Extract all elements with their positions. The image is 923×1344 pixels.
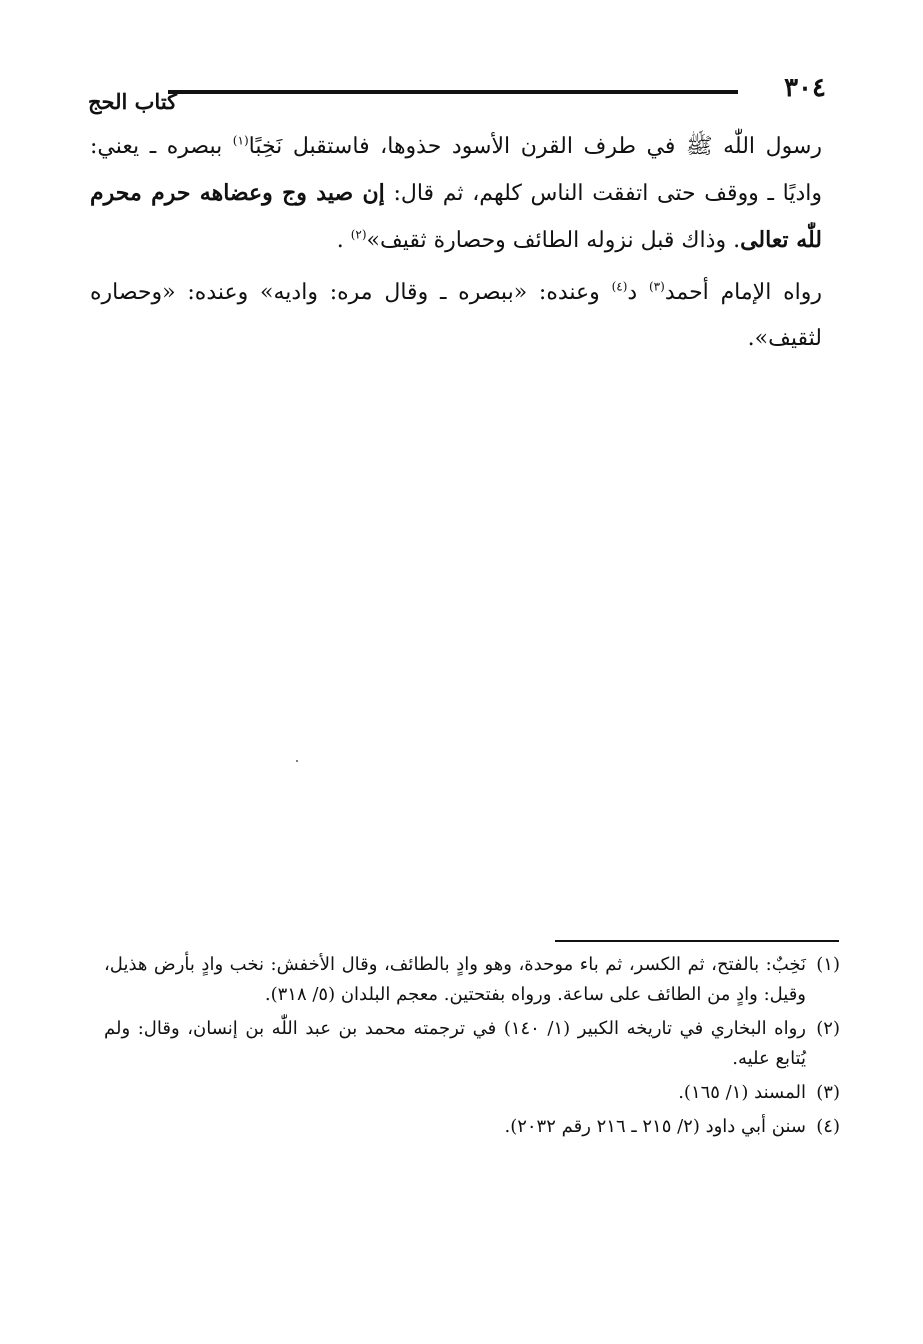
footnote-1 xyxy=(104,950,840,1010)
footnote-text: نَخِبٌ: بالفتح، ثم الكسر، ثم باء موحدة، وهو وادٍ بالطائف، وقال الأخفش: نخب وادٍ بأرض هذيل، وقيل: وادٍ من الطائف على ساعة. ورواه بفتحتين. معجم البلدان (٥/ ٣١٨). xyxy=(104,954,806,1005)
footnote-number: (٤) xyxy=(816,1116,840,1137)
footnote-ref-4: (٤) xyxy=(611,279,628,294)
page-number: ٣٠٤ xyxy=(784,73,826,103)
footnote-3 xyxy=(104,1078,840,1108)
scan-speck xyxy=(296,760,298,762)
footnote-2 xyxy=(104,1014,840,1074)
footnote-ref-2: (٢) xyxy=(350,227,367,242)
footnote-number: (٣) xyxy=(816,1082,840,1103)
footnote-4 xyxy=(104,1112,840,1142)
text-segment: رسول اللّٰه ﷺ في طرف القرن الأسود حذوها، فاستقبل نَخِبًا xyxy=(248,134,822,159)
footnote-ref-3: (٣) xyxy=(648,279,665,294)
bold-quote: إن صيد وج وعضاهه حرم محرم للّٰه تعالى xyxy=(90,180,822,253)
text-segment: وعنده: «ببصره ـ وقال مره: واديه» وعنده: «وحصاره لثقيف». xyxy=(90,280,822,351)
footnote-ref-1: (١) xyxy=(232,133,249,148)
text-segment: ببصره ـ يعني: واديًا ـ ووقف حتى اتفقت الناس كلهم، ثم قال: xyxy=(90,134,822,206)
paragraph-narration xyxy=(90,270,822,362)
footnote-text: المسند (١/ ١٦٥). xyxy=(678,1082,806,1103)
text-segment: . وذاك قبل نزوله الطائف وحصارة ثقيف» xyxy=(366,228,741,253)
text-segment: د xyxy=(627,280,649,305)
footnotes xyxy=(104,950,840,1146)
page-header xyxy=(88,72,826,116)
footnote-number: (٢) xyxy=(816,1018,840,1039)
footnote-separator xyxy=(555,940,839,942)
footnote-text: رواه البخاري في تاريخه الكبير (١/ ١٤٠) في ترجمته محمد بن عبد اللّٰه بن إنسان، وقال: ولم يُتابع عليه. xyxy=(104,1018,806,1069)
header-rule xyxy=(168,90,738,94)
text-segment: . xyxy=(336,228,351,253)
paragraph-hadith xyxy=(90,124,822,264)
running-title: كتاب الحج xyxy=(88,89,178,114)
text-segment: رواه الإمام أحمد xyxy=(664,280,822,305)
footnote-text: سنن أبي داود (٢/ ٢١٥ ـ ٢١٦ رقم ٢٠٣٢). xyxy=(504,1116,806,1137)
footnote-number: (١) xyxy=(816,954,840,975)
main-text xyxy=(90,124,822,362)
